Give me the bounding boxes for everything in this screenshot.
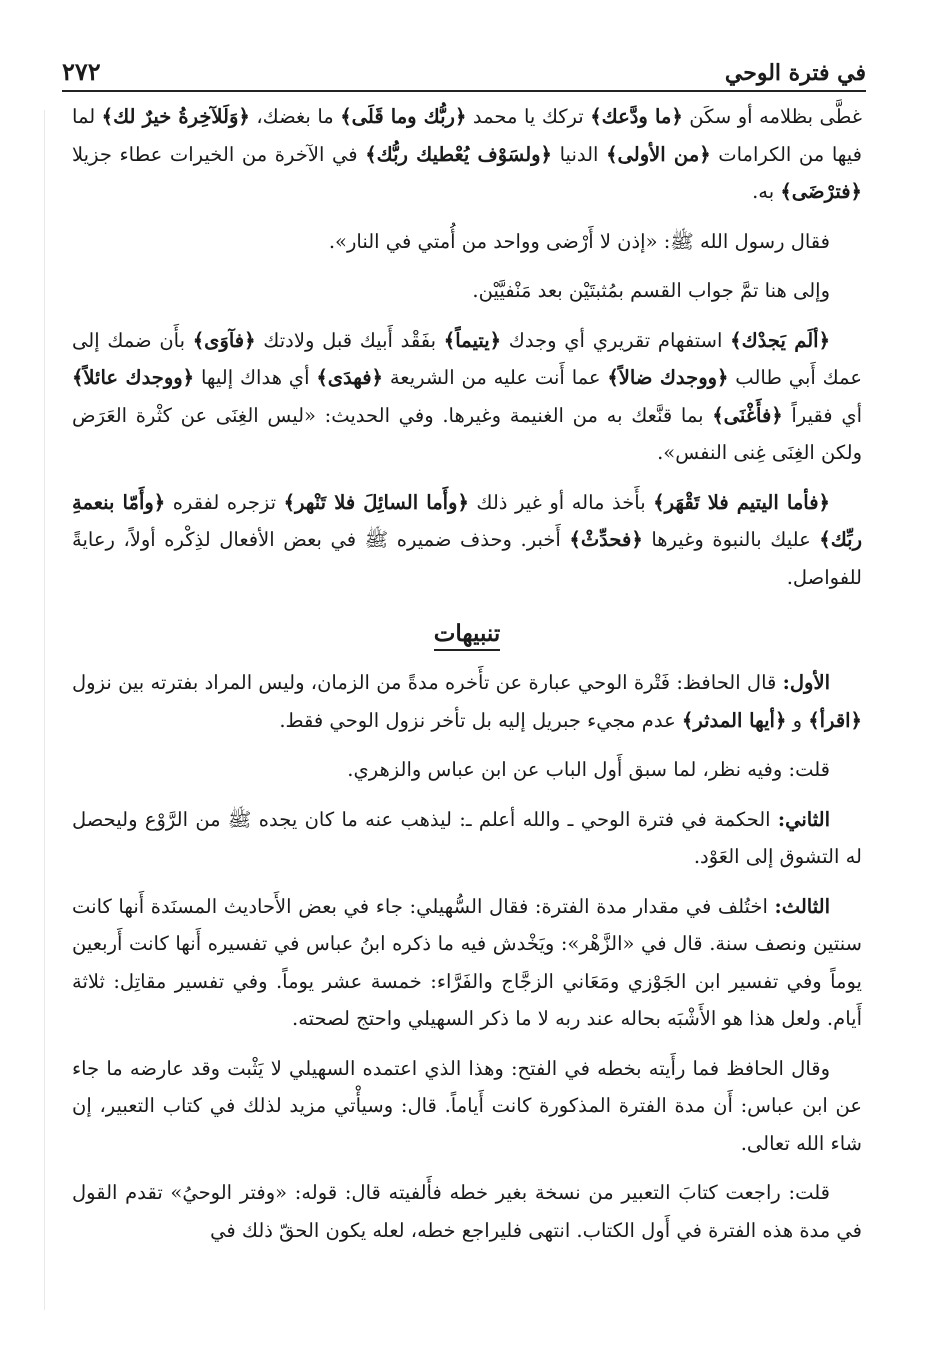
quran-quote: ﴿وَلَلآخِرةُ خيرٌ لك﴾ xyxy=(101,105,250,128)
quran-quote: ﴿فآوَى﴾ xyxy=(192,328,256,352)
paragraph-oath-answer: وإلى هنا تمَّ جواب القسم بمُثبتَيْن بعد مَنْفيَّيْن. xyxy=(472,279,830,302)
text-run: بفَقْد أَبيك قبل ولادتك xyxy=(255,328,444,352)
text-run: قال الحافظ: فَتْرة الوحي عبارة عن تأَخره مدةً من الزمان، وليس المراد بفترته بين نزول xyxy=(72,671,783,694)
text-run: في الآخرة من الخيرات عطاء جزيلا xyxy=(72,142,366,166)
text-run: بأَخذ ماله أو غير ذلك xyxy=(468,490,654,514)
text-run: بما قنَّعك به من الغنيمة وغيرها. وفي الحديث: «ليس الغِنَى عن كثْرة العَرَض ولكن الغِنَى غِنى النفس». xyxy=(72,403,862,464)
text-run: بأَن ضمك إلى عمك أَبي طالب xyxy=(72,328,862,389)
page-margin-line xyxy=(44,110,45,1310)
text-run: لما فيها من الكرامات xyxy=(72,105,862,166)
quran-quote: ﴿ولسَوْف يُعْطيك ربُّك﴾ xyxy=(365,142,552,166)
quran-quote: ﴿من الأولى﴾ xyxy=(606,142,711,166)
quran-quote: ﴿وأَمّا بنعمةِ ربِّك﴾ xyxy=(72,490,862,551)
note-first xyxy=(72,664,862,739)
quran-quote: ﴿ما ودَّعك﴾ xyxy=(590,105,683,128)
quran-quote: ﴿أيها المدثر﴾ xyxy=(681,708,787,732)
text-run: تركك يا محمد xyxy=(466,105,591,128)
paragraph-orphan xyxy=(72,484,862,597)
quran-quote: ﴿فهدَى﴾ xyxy=(316,366,383,389)
quran-quote: ﴿اقرأ﴾ xyxy=(808,708,862,732)
quran-quote: ﴿ربُّك وما قَلَى﴾ xyxy=(340,105,467,128)
quran-quote: ﴿يتيماً﴾ xyxy=(443,328,502,352)
text-run: عليك بالنبوة وغيرها xyxy=(642,528,820,551)
section-heading xyxy=(72,614,862,654)
text-run: استفهام تقريري أي وجدك xyxy=(501,328,731,352)
text-run: غطَّى بظلامه أو سكَن xyxy=(682,105,862,128)
note-label: الأول: xyxy=(782,671,830,694)
text-run: به. xyxy=(752,180,781,203)
text-run: عدم مجيء جبريل إليه بل تأخر نزول الوحي فقط. xyxy=(279,708,682,732)
quran-quote: ﴿ووجدك ضالاً﴾ xyxy=(607,366,729,389)
text-run: تزجره لفقره xyxy=(165,490,284,514)
section-heading-text: تنبيهات xyxy=(434,620,500,651)
text-run: أَخبر. وحذف ضميره ﷺ في بعض الأفعال لذِكْره أولاً، رعايةً للفواصل. xyxy=(72,528,862,589)
page-number: ٢٧٢ xyxy=(62,57,101,86)
page-header xyxy=(62,48,866,92)
text-run: اختُلف في مقدار مدة الفترة: فقال السُّهيلي: جاء في بعض الأَحاديث المسنَدة أَنها كانت سنتين ونصف سنة. قال في «الزَّهْر»: ويَخْدش فيه ما ذكره ابنُ عباس في تفسيره أَنها كانت أَربعين يوماً وفي تفسير ابن الجَوْزي ومَعَاني الزجَّاج والفَرَّاء: خمسة عشر يوماً. وفي تفسير مقاتِل: ثلاثة أَيام. ولعل هذا هو الأَشْبَه بحاله عند ربه لا ما ذكر السهيلي واحتج لصحته. xyxy=(72,894,862,1030)
note-first-comment: قلت: وفيه نظر، لما سبق أَول الباب عن ابن عباس والزهري. xyxy=(347,758,830,781)
page-body xyxy=(72,98,862,1261)
text-run: الحكمة في فترة الوحي ـ والله أعلم ـ: ليذهب عنه ما كان يجده ﷺ من الرَّوْع وليحصل له التشوق إلى العَوْد. xyxy=(72,807,862,868)
quran-quote: ﴿ووجدك عائلاً﴾ xyxy=(72,366,195,389)
quran-quote: ﴿وأَما السائِلَ فلا تَنْهر﴾ xyxy=(283,490,469,514)
note-label: الثاني: xyxy=(777,807,830,831)
note-label: الثالث: xyxy=(774,894,830,918)
quran-quote: ﴿فأما اليتيم فلا تَقْهَر﴾ xyxy=(653,490,830,514)
quran-quote: ﴿ألَم يَجدْك﴾ xyxy=(730,328,830,352)
paragraph-surah-commentary xyxy=(72,98,862,211)
running-title: في فترة الوحي xyxy=(724,60,866,86)
text-run: و xyxy=(786,708,809,732)
quran-quote: ﴿فأَغْنَى﴾ xyxy=(712,403,783,427)
note-second xyxy=(72,801,862,876)
note-third xyxy=(72,888,862,1038)
text-run: الدنيا xyxy=(551,142,607,166)
paragraph-hadith: فقال رسول الله ﷺ: «إذن لا أَرْضى وواحد من أُمتي في النار». xyxy=(328,229,830,253)
paragraph-alam-yajidka xyxy=(72,322,862,472)
text-run: ما بغضك، xyxy=(249,105,341,128)
paragraph-tabir-check: قلت: راجعت كتابَ التعبير من نسخة بغير خطه فأَلفيته قال: قوله: «وفتر الوحيُ» تقدم القول في مدة هذه الفترة في أَول الكتاب. انتهى فليراجع خطه، لعله يكون الحقّ ذلك في xyxy=(72,1181,862,1242)
text-run: عما أَنت عليه من الشريعة xyxy=(383,366,608,389)
text-run: أي فقيراً xyxy=(782,403,862,427)
quran-quote: ﴿فحدِّثْ﴾ xyxy=(569,528,643,551)
paragraph-hafiz-fath: وقال الحافظ فما رأَيته بخطه في الفتح: وهذا الذي اعتمده السهيلي لا يَثْبت وقد عارضه ما جاء عن ابن عباس: أَن مدة الفترة المذكورة كانت أَياماً. قال: وسيأْتي مزيد لذلك في كتاب التعبير، إن شاء الله تعالى. xyxy=(72,1056,862,1155)
quran-quote: ﴿فترْضَى﴾ xyxy=(780,180,862,203)
text-run: أي هداك إليها xyxy=(194,366,317,389)
